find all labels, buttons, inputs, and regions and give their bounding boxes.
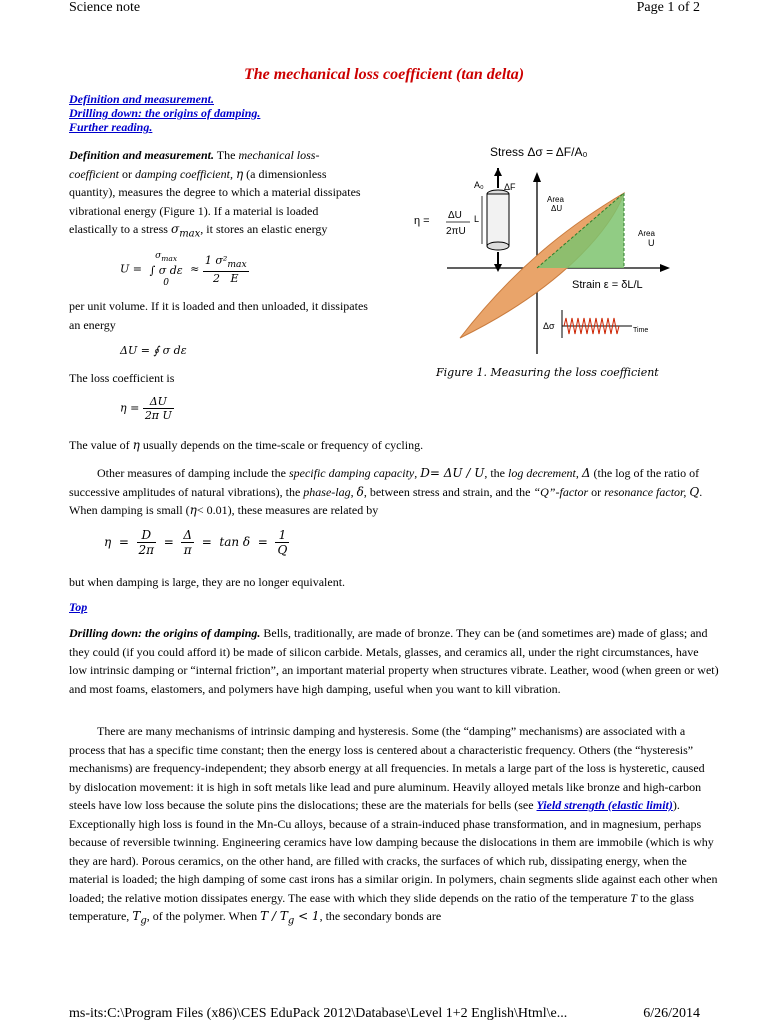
toc-link-definition[interactable]: Definition and measurement. [69, 92, 215, 106]
force-arrowhead-top [494, 168, 502, 176]
header-page-number: Page 1 of 2 [636, 0, 700, 15]
length-label: L [474, 214, 480, 224]
strain-label: Strain ε = δL/L [572, 279, 643, 291]
toc-link-drilling-down[interactable]: Drilling down: the origins of damping. [69, 106, 261, 120]
specimen-body [487, 194, 509, 246]
dissipated-energy-equation: ΔU = ∮ σ dε [120, 344, 187, 357]
definition-paragraph: Definition and measurement. The mechanical loss-coefficient or damping coefficient, η (a dimensionless quantity), measures the degree to which a material dissipates vibrational energy (Figure 1). If a material is loaded elastically to a stress $\sigma_{max}$, it stores an elastic energy [69, 148, 361, 240]
frequency-paragraph: The value of η usually depends on the time-scale or frequency of cycling. [69, 438, 424, 452]
delta-sigma-label: Δσ [543, 321, 555, 331]
stress-label: Stress Δσ = ΔF/A₀ [490, 145, 588, 159]
eta-denominator: 2πU [446, 226, 466, 237]
area-u-label: Area [638, 229, 655, 238]
area-a0-label: A₀ [474, 180, 484, 190]
footer-date: 6/26/2014 [643, 1006, 700, 1021]
page-title: The mechanical loss coefficient (tan delta) [243, 66, 525, 83]
time-label: Time [633, 327, 649, 334]
elastic-energy-equation: U = $\sigma_{max}$ ∫ σ dε 0 ≈ $\frac{1 \sigma^2_{max}}{2 E}$ [120, 251, 247, 288]
delta-f-label: ΔF [504, 182, 516, 192]
other-measures-paragraph: Other measures of damping include the specific damping capacity, D= ΔU / U, the log decrement, Δ (the log of the ratio of successive amplitudes of natural vibrations), the phase-lag, δ, between stress and strain, and the “Q”-factor or resonance factor, Q. When damping is small (η< 0.01), these measures are related by [69, 466, 703, 517]
table-of-contents [69, 92, 260, 134]
damping-relations-equation: η = $\frac{D}{2\pi}$ = $\frac{\Delta}{\pi}$ = tan δ = $\frac{1}{Q}$ [104, 528, 288, 557]
loss-coefficient-equation: η = $\frac{\Delta U}{\text{2π U}}$ [120, 395, 172, 422]
eta-label: η = [414, 215, 430, 227]
loss-coefficient-intro: The loss coefficient is [69, 371, 175, 385]
footer-path: ms-its:C:\Program Files (x86)\CES EduPack 2012\Database\Level 1+2 English\Html\e... [69, 1006, 568, 1021]
drilling-down-paragraph-2: There are many mechanisms of intrinsic damping and hysteresis. Some (the “damping” mechanisms) are associated with a process that has a specific time constant; then the energy loss is centered about a characteristic frequency. Others (the “hysteresis” mechanisms) are frequency-independent; they absorb energy at all frequencies. In metals a large part of the loss is hysteretic, caused by dislocation movement: it is high in soft metals like lead and pure aluminum. Heavily alloyed metals like bronze and high-carbon steels have low loss because the solute pins the dislocations; these are the materials for bells (see Yield strength (elastic limit)). Exceptionally high loss is found in the Mn-Cu alloys, because of a strain-induced phase transformation, and in magnesium, perhaps because of reversible twinning. Engineering ceramics have low damping because the dislocations in them are immobile (which is why they are hard). Porous ceramics, on the other hand, are filled with cracks, the surfaces of which rub, dissipating energy, when the material is loaded; the high damping of some cast irons has a similar origin. In polymers, chain segments slide against each other when loaded; the relative motion dissipates energy. The ease with which they slide depends on the ratio of the temperature T to the glass temperature, $T_g$, of the polymer. When $T / T_g < 1$, the secondary bonds are [69, 724, 718, 927]
strain-axis-arrowhead [660, 264, 670, 272]
specimen-bottom [487, 242, 509, 250]
stress-axis-arrowhead [533, 172, 541, 182]
drilling-down-paragraph-1: Drilling down: the origins of damping. Bells, traditionally, are made of bronze. They can be (and sometimes are) made of glass; and they could (if you could afford it) be made of silicon carbide. Metals, glasses, and ceramics all, under the right circumstances, have low intrinsic damping or “internal friction”, an important material property when structures vibrate. Leather, wood (when green or wet) and most foams, elastomers, and polymers have high damping, useful when you want to kill vibration. [69, 626, 719, 696]
hysteresis-figure [412, 138, 672, 368]
top-link[interactable]: Top [69, 600, 88, 614]
eta-numerator: ΔU [448, 210, 462, 221]
area-delta-u-symbol: ΔU [551, 204, 563, 213]
area-u-symbol: U [648, 238, 655, 248]
large-damping-note: but when damping is large, they are no longer equivalent. [69, 575, 346, 589]
figure-caption: Figure 1. Measuring the loss coefficient [436, 366, 659, 379]
yield-strength-link[interactable]: Yield strength (elastic limit) [536, 798, 673, 812]
toc-link-further-reading[interactable]: Further reading. [69, 120, 153, 134]
header-left: Science note [69, 0, 141, 15]
dissipation-paragraph: per unit volume. If it is loaded and then unloaded, it dissipates an energy [69, 299, 368, 332]
area-delta-u-label: Area [547, 195, 564, 204]
